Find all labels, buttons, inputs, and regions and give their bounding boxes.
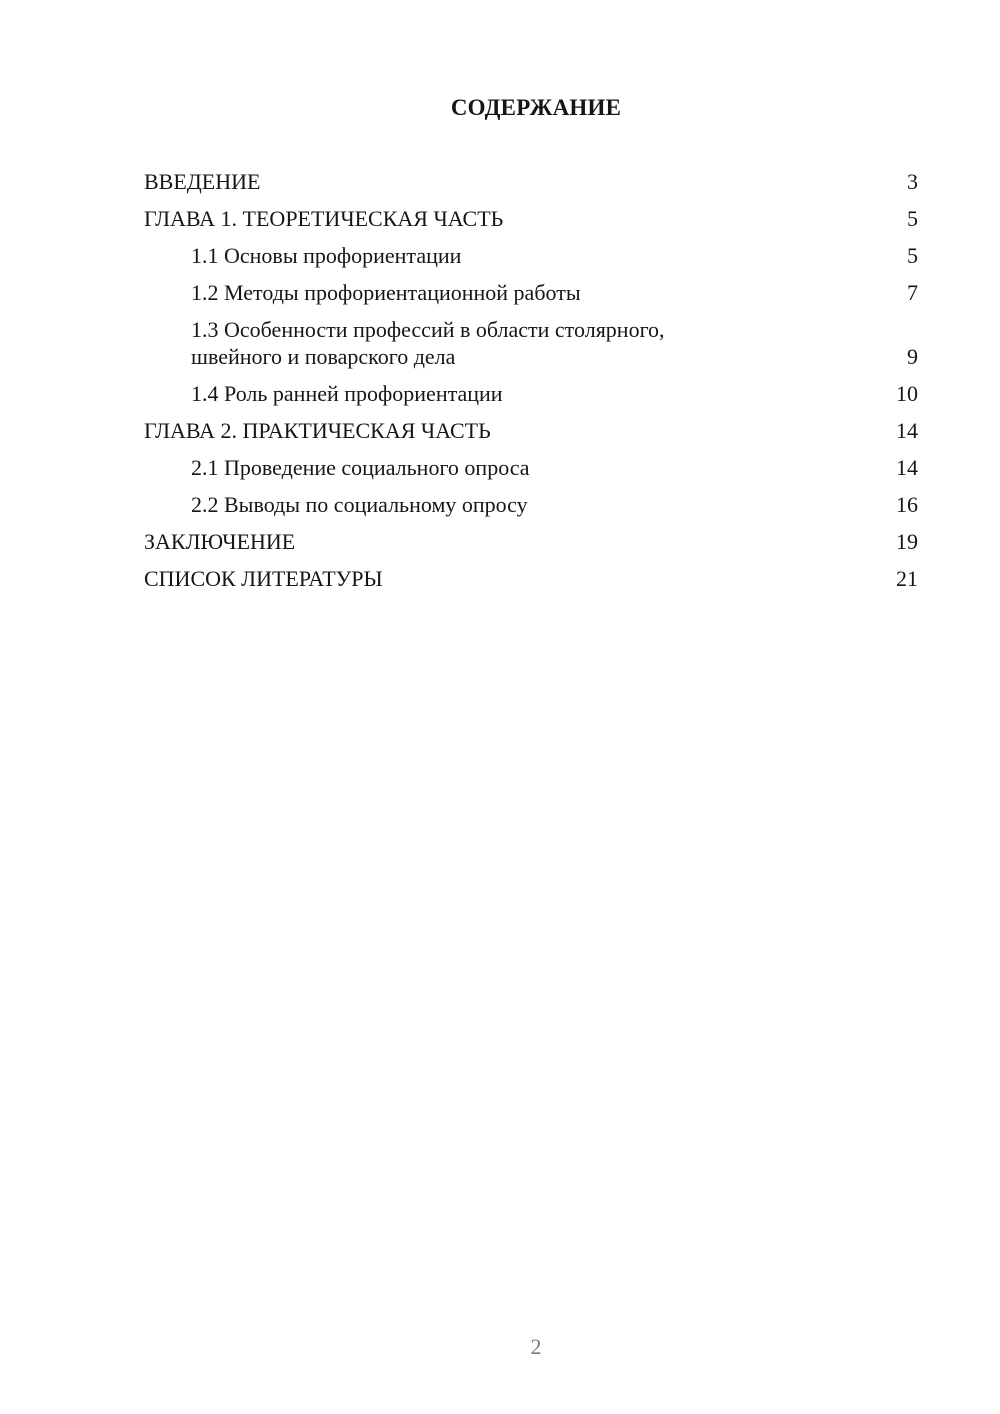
toc-entry-introduction[interactable]: [144, 168, 918, 195]
toc-entry-label: ГЛАВА 1. ТЕОРЕТИЧЕСКАЯ ЧАСТЬ: [144, 206, 504, 231]
toc-entry-label: ЗАКЛЮЧЕНИЕ: [144, 529, 296, 554]
toc-entry-section-2-2[interactable]: [144, 491, 918, 518]
page-number: 2: [530, 1334, 542, 1359]
toc-entry-section-1-3[interactable]: [144, 316, 918, 370]
toc-entry-label: ГЛАВА 2. ПРАКТИЧЕСКАЯ ЧАСТЬ: [144, 418, 491, 443]
toc-entry-page: 5: [907, 243, 918, 268]
toc-entry-label: СПИСОК ЛИТЕРАТУРЫ: [144, 566, 383, 591]
toc-entry-conclusion[interactable]: [144, 528, 918, 555]
toc-entry-page: 19: [896, 529, 918, 554]
toc-entry-chapter-2[interactable]: [144, 417, 918, 444]
toc-entry-section-1-4[interactable]: [144, 380, 918, 407]
toc-entry-page: 3: [907, 169, 918, 194]
toc-entry-section-1-2[interactable]: [144, 279, 918, 306]
toc-heading: СОДЕРЖАНИЕ: [450, 95, 622, 120]
toc-entry-section-1-1[interactable]: [144, 242, 918, 269]
toc-entry-label: 2.1 Проведение социального опроса: [191, 455, 530, 480]
toc-entry-page: 7: [907, 280, 918, 305]
toc-entry-page: 9: [907, 344, 918, 369]
toc-entry-page: 14: [896, 418, 918, 443]
toc-entry-chapter-1[interactable]: [144, 205, 918, 232]
toc-entry-label: ВВЕДЕНИЕ: [144, 169, 261, 194]
toc-entry-references[interactable]: [144, 565, 918, 592]
toc-entry-page: 14: [896, 455, 918, 480]
toc-entry-page: 16: [896, 492, 918, 517]
toc-entry-label: 1.4 Роль ранней профориентации: [191, 381, 503, 406]
toc-entry-label: 2.2 Выводы по социальному опросу: [191, 492, 528, 517]
toc-entry-label: 1.2 Методы профориентационной работы: [191, 280, 581, 305]
toc-entry-page: 5: [907, 206, 918, 231]
toc-entry-page: 21: [896, 566, 918, 591]
table-of-contents: [144, 168, 918, 602]
toc-entry-label: 1.1 Основы профориентации: [191, 243, 462, 268]
toc-entry-section-2-1[interactable]: [144, 454, 918, 481]
toc-entry-page: 10: [896, 381, 918, 406]
toc-entry-label: 1.3 Особенности профессий в области столярного, швейного и поварского дела: [191, 317, 665, 369]
